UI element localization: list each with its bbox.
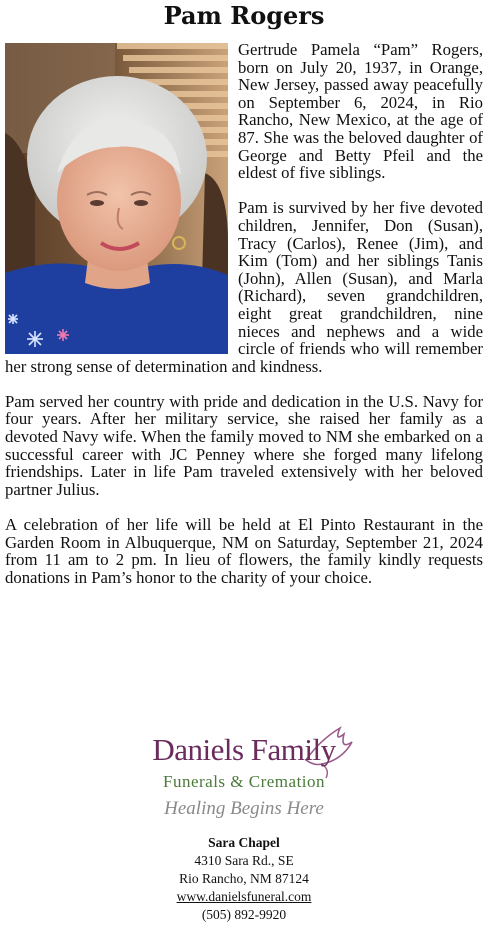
logo-subtitle: Funerals & Cremation [162,772,326,791]
chapel-name: Sara Chapel [208,835,280,850]
page-title: Pam Rogers [163,1,325,30]
address-block [0,834,488,924]
website-link[interactable]: www.danielsfuneral.com [176,889,312,904]
funeral-home-footer [0,720,488,928]
obituary-text [5,41,483,604]
paragraph-survivors: Pam is survived by her five devoted children, Jennifer, Don (Susan), Tracy (Carlos), Renee (Jim), and Kim (Tom) and her siblings Tanis (John), Allen (Susan), and Marla (Richard), seven grandchildren, eight great grandchildren, nine nieces and nephews and a wide circle of friends who will remember her strong sense of determination and kindness. [5,198,483,376]
paragraph-career: Pam served her country with pride and dedication in the U.S. Navy for four years. After her military service, she raised her family as a devoted Navy wife. When the family moved to NM she embarked on a successful career with JC Penney where she forged many lifelong friendships. Later in life Pam traveled extensively with her beloved partner Julius. [5,391,483,499]
city-address: Rio Rancho, NM 87124 [179,871,309,886]
photo-spacer [5,41,238,354]
paragraph-celebration: A celebration of her life will be held at El Pinto Restaurant in the Garden Room in Albuquerque, NM on Saturday, September 21, 2024 from 11 am to 2 pm. In lieu of flowers, the family kindly requests donations in Pam’s honor to the charity of your choice. [5,515,483,587]
phone-number: (505) 892-9920 [201,907,287,922]
logo-name: Daniels Family [152,732,336,767]
logo-tagline: Healing Begins Here [164,798,324,819]
paragraph-intro: Gertrude Pamela “Pam” Rogers, born on July 20, 1937, in Orange, New Jersey, passed away peacefully on September 6, 2024, in Rio Rancho, New Mexico, at the age of 87. She was the beloved daughter of George and Betty Pfeil and the eldest of five siblings. [238,40,483,183]
street-address: 4310 Sara Rd., SE [194,853,294,868]
